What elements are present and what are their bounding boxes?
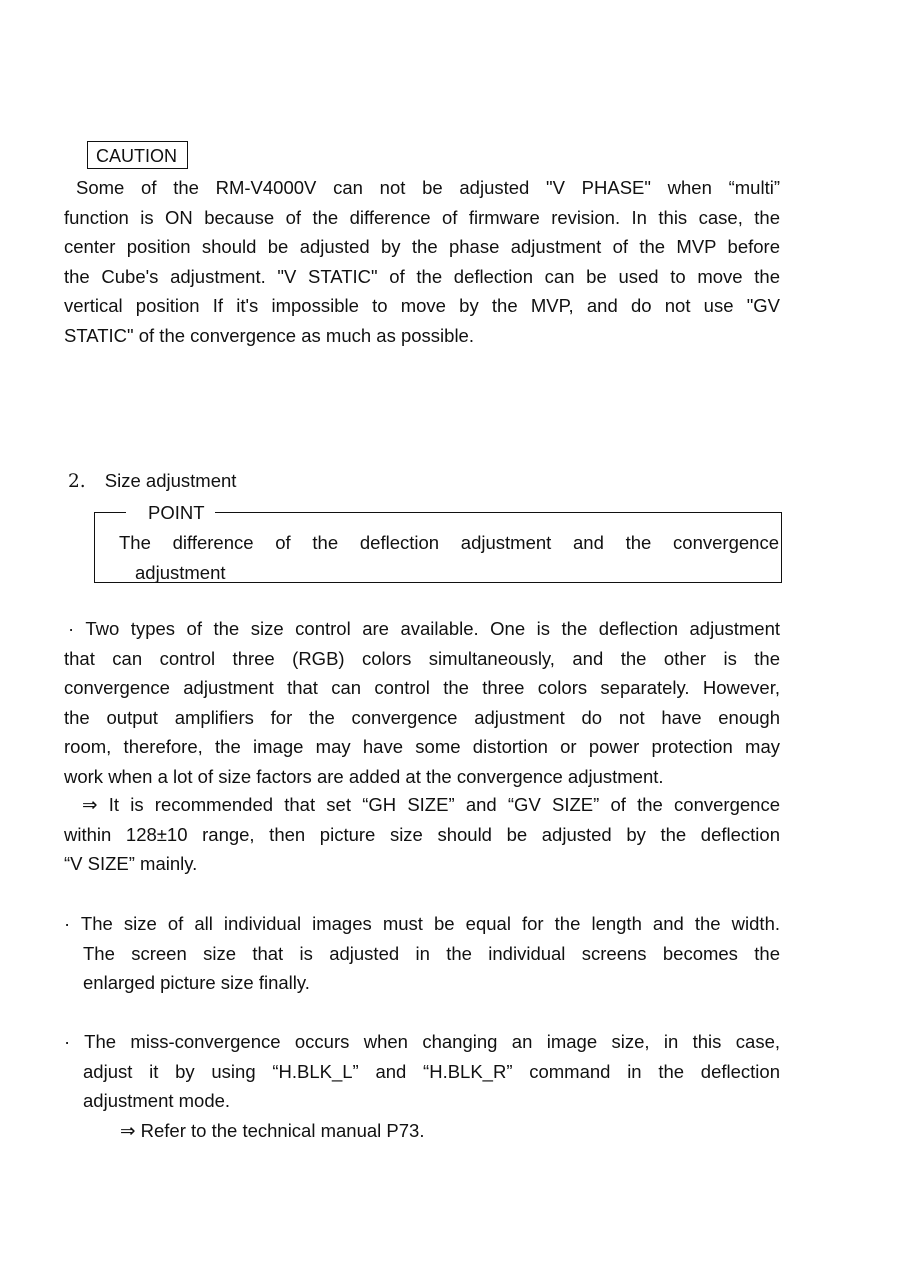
- bullet-line: · The size of all individual images must be equal for the length and the width.: [64, 913, 780, 934]
- point-line: adjustment: [135, 561, 226, 583]
- section-heading: [68, 468, 236, 495]
- recommendation-line: within 128±10 range, then picture size should be adjusted by the deflection: [64, 823, 780, 845]
- caution-line: the Cube's adjustment. "V STATIC" of the deflection can be used to move the: [64, 265, 780, 287]
- recommendation-line: ⇒ It is recommended that set “GH SIZE” and “GV SIZE” of the convergence: [82, 794, 780, 815]
- bullet-line: adjust it by using “H.BLK_L” and “H.BLK_R” command in the deflection: [83, 1060, 780, 1082]
- recommendation-note: [64, 790, 780, 879]
- bullet-line: The screen size that is adjusted in the individual screens becomes the: [83, 942, 780, 964]
- section-number: 2.: [68, 471, 86, 492]
- caution-line: Some of the RM-V4000V can not be adjusted "V PHASE" when “multi”: [76, 177, 780, 198]
- point-box-top-rule: [94, 512, 126, 513]
- point-box-top-rule: [215, 512, 781, 513]
- bullet-line: work when a lot of size factors are added at the convergence adjustment.: [64, 765, 664, 787]
- caution-line: STATIC" of the convergence as much as possible.: [64, 324, 474, 346]
- caution-line: vertical position If it's impossible to move by the MVP, and do not use "GV: [64, 295, 780, 316]
- caution-label: CAUTION: [87, 141, 188, 169]
- caution-line: center position should be adjusted by the phase adjustment of the MVP before: [64, 236, 780, 257]
- bullet-line: · Two types of the size control are available. One is the deflection adjustment: [68, 618, 780, 639]
- bullet-line: · The miss-convergence occurs when changing an image size, in this case,: [64, 1031, 780, 1052]
- point-label: POINT: [145, 500, 208, 526]
- recommendation-line: “V SIZE” mainly.: [64, 853, 198, 874]
- bullet-line: the output amplifiers for the convergence adjustment do not have enough: [64, 706, 780, 728]
- bullet-line: enlarged picture size finally.: [83, 972, 310, 993]
- bullet-image-size: [64, 909, 780, 998]
- bullet-line: that can control three (RGB) colors simultaneously, and the other is the: [64, 647, 780, 669]
- point-line: The difference of the deflection adjustment and the convergence: [119, 532, 779, 553]
- bullet-line: room, therefore, the image may have some distortion or power protection may: [64, 736, 780, 757]
- reference-note: ⇒ Refer to the technical manual P73.: [120, 1120, 425, 1141]
- bullet-line: adjustment mode.: [83, 1090, 231, 1111]
- section-title: Size adjustment: [104, 470, 237, 491]
- bullet-size-control: [64, 614, 780, 791]
- bullet-line: convergence adjustment that can control the three colors separately. However,: [64, 677, 780, 698]
- caution-paragraph: [64, 173, 780, 350]
- point-text: [119, 528, 779, 587]
- caution-line: function is ON because of the difference of firmware revision. In this case, the: [64, 206, 780, 228]
- bullet-miss-convergence: [64, 1027, 780, 1116]
